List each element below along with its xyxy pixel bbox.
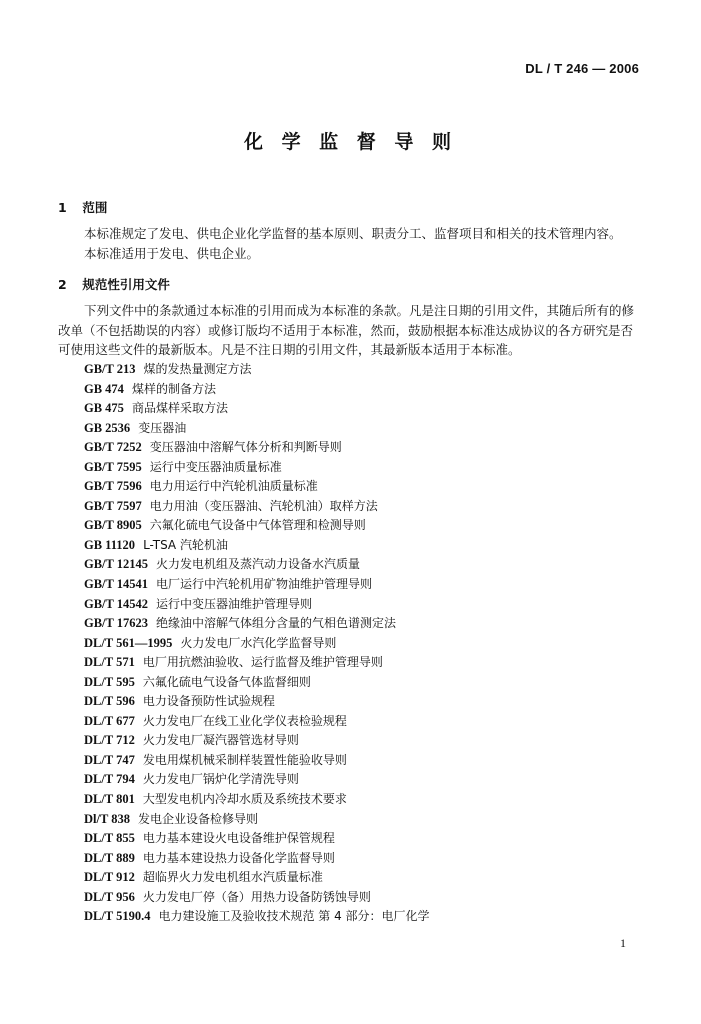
reference-item <box>84 438 430 458</box>
page-title: 化 学 监 督 导 则 <box>243 131 458 153</box>
references-intro-paragraph: 下列文件中的条款通过本标准的引用而成为本标准的条款。凡是注日期的引用文件，其随后所有的修改单（不包括勘误的内容）或修订版均不适用于本标准，然而，鼓励根据本标准达成协议的各方研究是否可使用这些文件的最新版本。凡是不注日期的引用文件，其最新版本适用于本标准。 <box>58 303 635 358</box>
reference-code: DL/T 794 <box>84 772 135 787</box>
reference-code: GB 474 <box>84 381 124 396</box>
section-number: 2 <box>58 277 67 292</box>
reference-title: 超临界火力发电机组水汽质量标准 <box>142 870 323 885</box>
reference-code: GB/T 17623 <box>84 616 149 631</box>
reference-item <box>84 634 430 654</box>
reference-item <box>84 751 430 771</box>
reference-title: 火力发电机组及蒸汽动力设备水汽质量 <box>156 557 361 572</box>
reference-code: GB/T 8905 <box>84 518 142 533</box>
reference-title: 火力发电厂凝汽器管选材导则 <box>142 733 299 748</box>
section-heading-normative-references <box>58 275 170 293</box>
reference-code: DL/T 571 <box>84 655 135 670</box>
reference-item <box>84 380 430 400</box>
reference-title: 电厂运行中汽轮机用矿物油维护管理导则 <box>156 577 373 592</box>
reference-code: GB/T 7252 <box>84 440 142 455</box>
scope-paragraph-1: 本标准规定了发电、供电企业化学监督的基本原则、职责分工、监督项目和相关的技术管理内容。 <box>84 226 622 241</box>
reference-code: GB 475 <box>84 401 124 416</box>
reference-title: 变压器油 <box>138 420 187 435</box>
reference-title: 六氟化硫电气设备中气体管理和检测导则 <box>149 518 366 533</box>
reference-item <box>84 497 430 517</box>
reference-item <box>84 829 430 849</box>
reference-title: 火力发电厂在线工业化学仪表检验规程 <box>142 713 347 728</box>
reference-title: 火力发电厂锅炉化学清洗导则 <box>142 772 299 787</box>
reference-code: DL/T 855 <box>84 831 135 846</box>
reference-item <box>84 712 430 732</box>
reference-item <box>84 653 430 673</box>
reference-item <box>84 888 430 908</box>
reference-title: 大型发电机内冷却水质及系统技术要求 <box>142 792 347 807</box>
reference-item <box>84 477 430 497</box>
reference-item <box>84 399 430 419</box>
reference-title: 绝缘油中溶解气体组分含量的气相色谱测定法 <box>156 616 397 631</box>
reference-title: 火力发电厂水汽化学监督导则 <box>180 635 337 650</box>
reference-code: DL/T 595 <box>84 674 135 689</box>
reference-title: 火力发电厂停（备）用热力设备防锈蚀导则 <box>142 889 371 904</box>
page-number: 1 <box>620 936 626 950</box>
reference-item <box>84 849 430 869</box>
reference-item <box>84 810 430 830</box>
reference-title: 电力建设施工及验收技术规范 第 4 部分：电厂化学 <box>158 909 430 924</box>
reference-item <box>84 536 430 556</box>
reference-title: 电力基本建设火电设备维护保管规程 <box>142 831 335 846</box>
reference-title: 六氟化硫电气设备气体监督细则 <box>142 674 311 689</box>
reference-code: GB/T 12145 <box>84 557 149 572</box>
section-title: 规范性引用文件 <box>82 277 170 292</box>
reference-code: DL/T 561—1995 <box>84 635 173 650</box>
reference-title: 煤样的制备方法 <box>131 381 216 396</box>
reference-title: 运行中变压器油质量标准 <box>149 459 282 474</box>
reference-item <box>84 419 430 439</box>
reference-code: DL/T 747 <box>84 752 135 767</box>
reference-list <box>84 360 430 927</box>
reference-code: GB 2536 <box>84 420 131 435</box>
reference-item <box>84 868 430 888</box>
reference-code: GB/T 213 <box>84 362 136 376</box>
reference-item <box>84 555 430 575</box>
reference-item <box>84 360 430 380</box>
reference-title: 煤的发热量测定方法 <box>143 362 252 376</box>
reference-code: GB/T 14542 <box>84 596 149 611</box>
reference-item <box>84 575 430 595</box>
reference-code: DL/T 912 <box>84 870 135 885</box>
reference-code: DL/T 712 <box>84 733 135 748</box>
reference-code: DL/T 596 <box>84 694 135 709</box>
reference-code: DL/T 956 <box>84 889 135 904</box>
reference-item <box>84 692 430 712</box>
section-heading-scope <box>58 198 107 216</box>
reference-item <box>84 790 430 810</box>
reference-code: GB 11120 <box>84 537 136 552</box>
reference-code: DL/T 5190.4 <box>84 909 151 924</box>
standard-code: DL / T 246 — 2006 <box>525 61 639 76</box>
reference-code: GB/T 7597 <box>84 498 142 513</box>
reference-title: 电力用运行中汽轮机油质量标准 <box>149 479 318 494</box>
section-number: 1 <box>58 200 67 215</box>
reference-title: 商品煤样采取方法 <box>131 401 228 416</box>
reference-code: GB/T 7596 <box>84 479 142 494</box>
reference-item <box>84 907 430 927</box>
reference-item <box>84 770 430 790</box>
reference-code: GB/T 7595 <box>84 459 142 474</box>
reference-code: GB/T 14541 <box>84 577 149 592</box>
reference-item <box>84 458 430 478</box>
section-title: 范围 <box>82 200 108 215</box>
reference-code: DL/T 677 <box>84 713 135 728</box>
reference-title: 变压器油中溶解气体分析和判断导则 <box>149 440 342 455</box>
reference-title: 电厂用抗燃油验收、运行监督及维护管理导则 <box>142 655 383 670</box>
reference-code: Dl/T 838 <box>84 811 130 826</box>
reference-item <box>84 673 430 693</box>
reference-item <box>84 516 430 536</box>
reference-title: 运行中变压器油维护管理导则 <box>156 596 313 611</box>
scope-paragraph-2: 本标准适用于发电、供电企业。 <box>84 246 260 261</box>
reference-title: L-TSA 汽轮机油 <box>143 537 228 552</box>
reference-title: 电力基本建设热力设备化学监督导则 <box>142 850 335 865</box>
reference-title: 发电用煤机械采制样装置性能验收导则 <box>142 752 347 767</box>
reference-item <box>84 731 430 751</box>
reference-title: 电力用油（变压器油、汽轮机油）取样方法 <box>149 498 378 513</box>
reference-item <box>84 614 430 634</box>
reference-code: DL/T 801 <box>84 792 135 807</box>
reference-code: DL/T 889 <box>84 850 135 865</box>
reference-title: 电力设备预防性试验规程 <box>142 694 275 709</box>
reference-item <box>84 595 430 615</box>
reference-title: 发电企业设备检修导则 <box>137 811 258 826</box>
